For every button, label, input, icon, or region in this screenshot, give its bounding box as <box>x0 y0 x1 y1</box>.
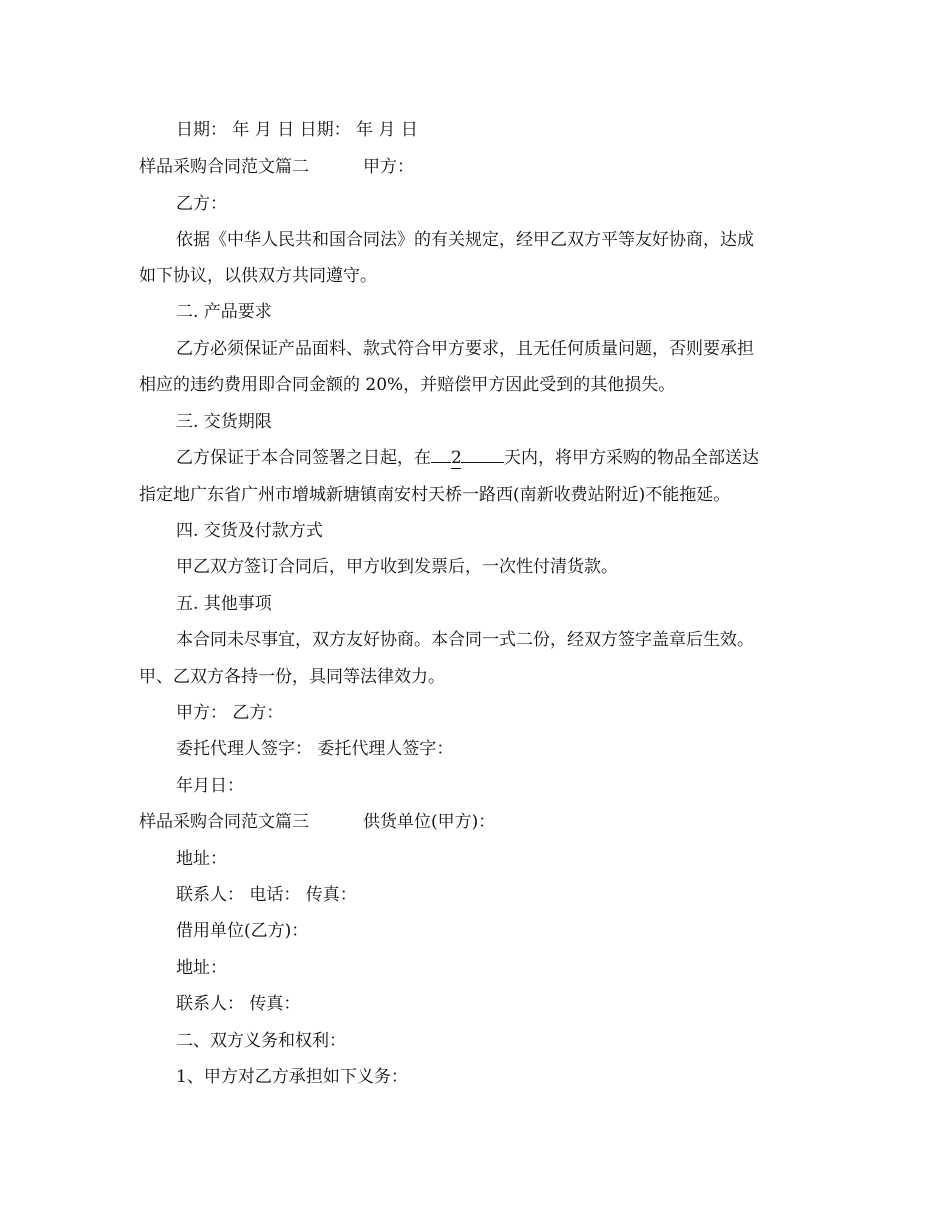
address-label: 地址： <box>176 958 227 978</box>
paragraph-line <box>0 665 950 689</box>
section-title: 样品采购合同范文篇二 <box>139 157 309 177</box>
clause-heading <box>0 519 950 543</box>
agent-signatures: 委托代理人签字： 委托代理人签字： <box>176 739 454 759</box>
paragraph-line <box>0 555 950 579</box>
signature-line <box>0 737 950 761</box>
form-line <box>0 919 950 943</box>
signature-date: 年月日： <box>176 776 244 796</box>
paragraph-text: 指定地广东省广州市增城新塘镇南安村天桥一路西(南新收费站附近)不能拖延。 <box>139 485 731 505</box>
paragraph-text: 甲乙双方签订合同后，甲方收到发票后，一次性付清货款。 <box>176 557 618 577</box>
clause-title: 二. 产品要求 <box>176 302 272 322</box>
paragraph-text: 本合同未尽事宜，双方友好协商。本合同一式二份，经双方签字盖章后生效。 <box>176 630 754 650</box>
signature-line <box>0 701 950 725</box>
clause-title: 三. 交货期限 <box>176 412 272 432</box>
paragraph-text: 相应的违约费用即合同金额的 20%，并赔偿甲方因此受到的其他损失。 <box>139 375 676 395</box>
paragraph-line <box>0 373 950 397</box>
date-line <box>0 118 950 142</box>
clause-heading <box>0 300 950 324</box>
party-b-line <box>0 192 950 216</box>
paragraph-line <box>0 228 950 252</box>
clause-heading <box>0 1029 950 1053</box>
clause-heading <box>0 410 950 434</box>
form-line <box>0 847 950 871</box>
paragraph-text: 依据《中华人民共和国合同法》的有关规定，经甲乙双方平等友好协商，达成 <box>176 230 754 250</box>
party-a-label: 甲方： <box>363 157 414 177</box>
paragraph-line <box>0 264 950 288</box>
paragraph-line <box>0 1065 950 1089</box>
date-text: 日期： 年 月 日 日期： 年 月 日 <box>176 120 418 140</box>
address-label: 地址： <box>176 849 227 869</box>
form-line <box>0 992 950 1016</box>
party-b-label: 乙方： <box>176 194 227 214</box>
contact-label: 联系人： 电话： 传真： <box>176 885 357 905</box>
section-title: 样品采购合同范文篇三 <box>139 812 309 832</box>
delivery-text-before: 乙方保证于本合同签署之日起，在 <box>176 448 431 468</box>
borrower-label: 借用单位(乙方)： <box>176 921 309 941</box>
clause-heading <box>0 592 950 616</box>
delivery-days-value: 2 <box>451 448 462 468</box>
supplier-label: 供货单位(甲方)： <box>363 812 496 832</box>
clause-title: 五. 其他事项 <box>176 594 272 614</box>
paragraph-line <box>0 628 950 652</box>
form-line <box>0 883 950 907</box>
signature-line <box>0 774 950 798</box>
paragraph-line <box>0 483 950 507</box>
paragraph-text <box>176 446 759 470</box>
clause-title: 四. 交货及付款方式 <box>176 521 323 541</box>
contact-label: 联系人： 传真： <box>176 994 301 1014</box>
paragraph-line <box>0 446 950 470</box>
paragraph-text: 甲、乙双方各持一份，具同等法律效力。 <box>139 667 445 687</box>
form-line <box>0 956 950 980</box>
delivery-text-after: 天内，将甲方采购的物品全部送达 <box>504 448 759 468</box>
paragraph-text: 乙方必须保证产品面料、款式符合甲方要求，且无任何质量问题，否则要承担 <box>176 339 754 359</box>
paragraph-text: 如下协议，以供双方共同遵守。 <box>139 266 377 286</box>
paragraph-text: 1、甲方对乙方承担如下义务： <box>176 1067 408 1087</box>
clause-title: 二、双方义务和权利： <box>176 1031 346 1051</box>
section-heading-3 <box>0 810 950 834</box>
signature-parties: 甲方： 乙方： <box>176 703 284 723</box>
section-heading-2 <box>0 155 950 179</box>
paragraph-line <box>0 337 950 361</box>
